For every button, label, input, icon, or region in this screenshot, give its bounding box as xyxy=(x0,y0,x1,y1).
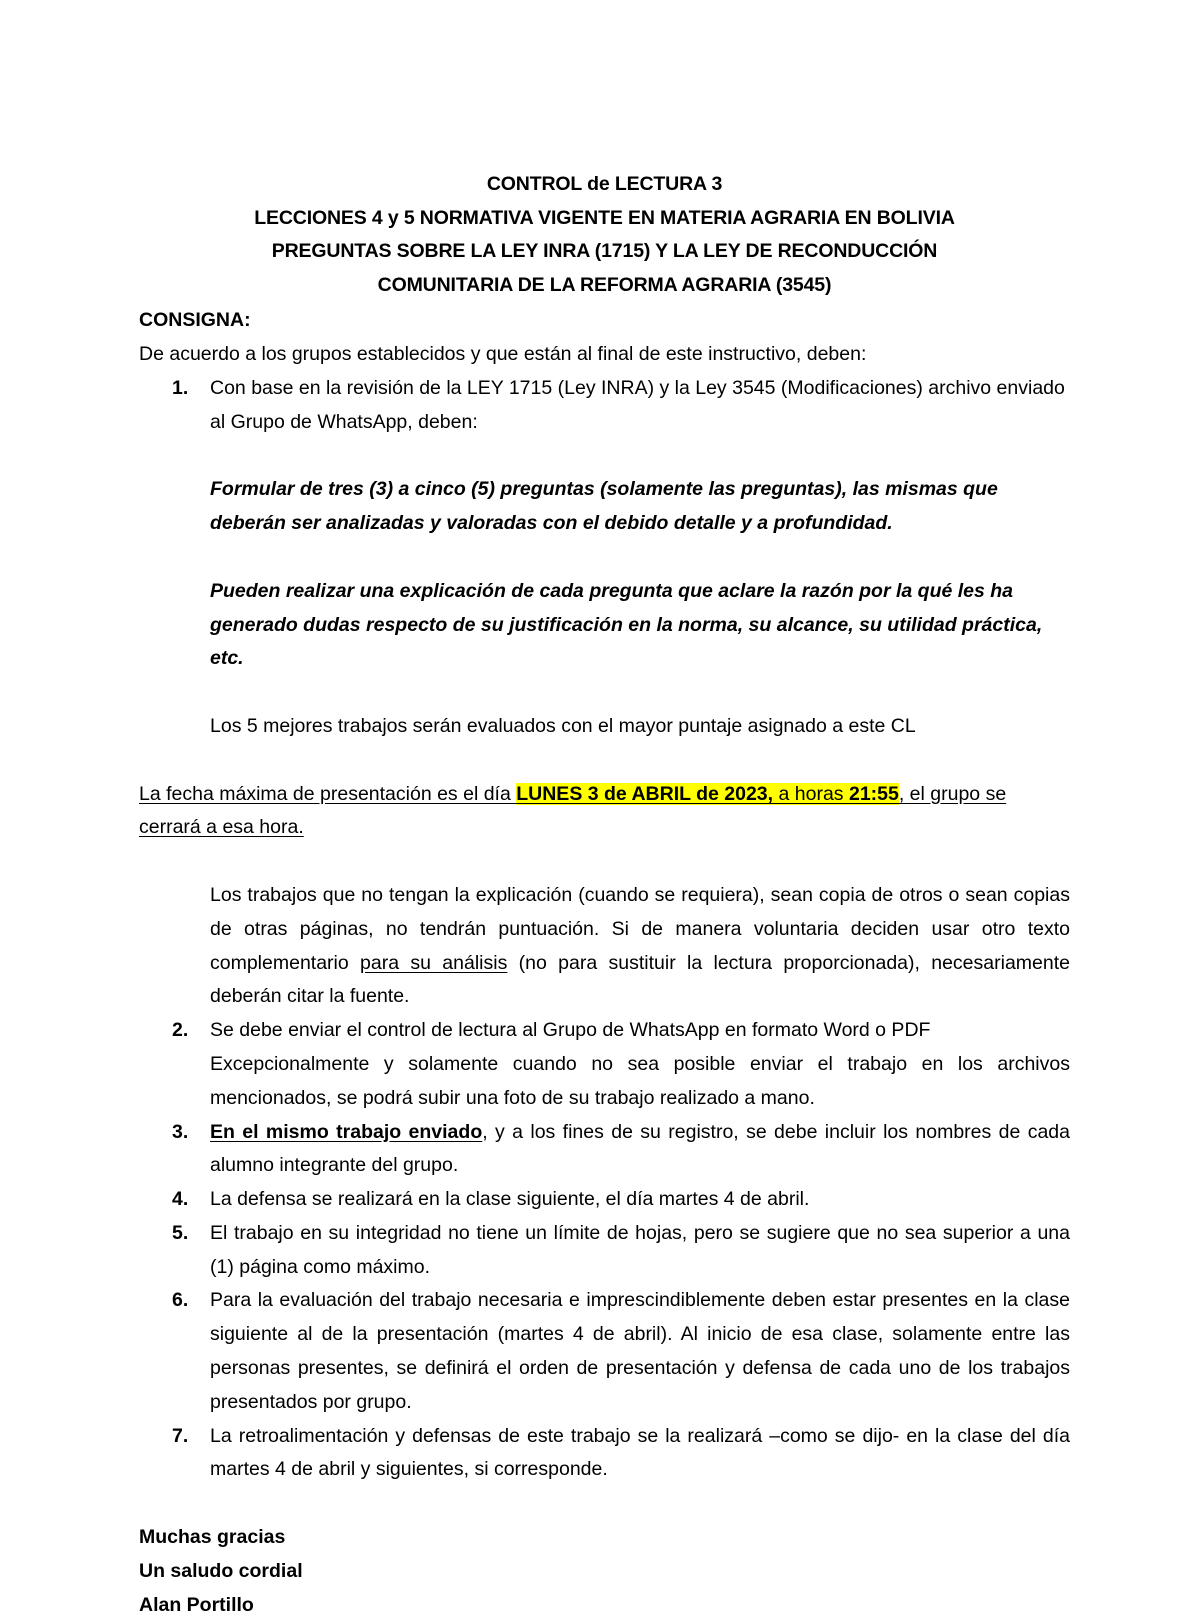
rules-part-1: Los trabajos que no tengan la explicación (cuando se requiera), sean copia de otros o sean copias de otras páginas, no tendrán puntuación. Si de manera voluntaria deciden usar otro texto complementario xyxy=(210,883,1070,974)
deadline-lead: La fecha máxima de presentación es el día xyxy=(139,782,517,805)
list-marker-3: 3. xyxy=(172,1120,189,1143)
list-item-1-text: Con base en la revisión de la LEY 1715 (Ley INRA) y la Ley 3545 (Modificaciones) archivo enviado al Grupo de WhatsApp, deben: xyxy=(210,376,1065,433)
rules-paragraph xyxy=(210,879,1070,1014)
list-marker-2: 2. xyxy=(172,1019,189,1042)
list-item-4 xyxy=(139,1183,1070,1217)
title-line-2: LECCIONES 4 y 5 NORMATIVA VIGENTE EN MATERIA AGRARIA EN BOLIVIA xyxy=(254,206,955,229)
title-line-1: CONTROL de LECTURA 3 xyxy=(486,173,723,195)
spacer xyxy=(210,440,1070,474)
list-item-2-line-1: Se debe enviar el control de lectura al Grupo de WhatsApp en formato Word o PDF xyxy=(210,1019,931,1042)
list-marker-1: 1. xyxy=(172,376,189,399)
consigna-intro: De acuerdo a los grupos establecidos y que están al final de este instructivo, deben: xyxy=(139,343,867,366)
spacer xyxy=(210,541,1070,575)
rules-paragraph-wrapper xyxy=(139,879,1070,1014)
spacer xyxy=(139,1487,1070,1521)
best-works-note: Los 5 mejores trabajos serán evaluados con el mayor puntaje asignado a este CL xyxy=(210,714,916,737)
list-item-5-text: El trabajo en su integridad no tiene un límite de hojas, pero se sugiere que no sea superior a una (1) página como máximo. xyxy=(210,1221,1070,1278)
signature-line-1: Muchas gracias xyxy=(139,1526,286,1549)
list-item-3-text xyxy=(210,1116,1070,1184)
deadline-paragraph xyxy=(139,778,1070,846)
signature-line-2: Un saludo cordial xyxy=(139,1559,303,1582)
deadline-date-highlight: LUNES 3 de ABRIL de 2023, xyxy=(516,782,774,805)
spacer xyxy=(139,744,1070,778)
document-body xyxy=(139,168,1070,1622)
deadline-hours-label: a horas xyxy=(773,782,849,805)
instructions-list xyxy=(139,372,1070,744)
signature-author: Alan Portillo xyxy=(139,1593,254,1616)
consigna-heading: CONSIGNA: xyxy=(139,309,251,332)
list-item-1 xyxy=(139,372,1070,744)
spacer xyxy=(139,845,1070,879)
list-item-3 xyxy=(139,1116,1070,1184)
deadline-time-highlight: 21:55 xyxy=(848,782,899,805)
emphasis-paragraph-1: Formular de tres (3) a cinco (5) preguntas (solamente las preguntas), las mismas que deberán ser analizadas y valoradas con el debido detalle y a profundidad. xyxy=(210,478,998,535)
rules-part-2: (no para sustituir la lectura proporcionada), necesariamente deberán citar la fuente. xyxy=(210,951,1070,1008)
list-marker-7: 7. xyxy=(172,1424,189,1447)
list-item-7 xyxy=(139,1420,1070,1488)
list-item-4-text: La defensa se realizará en la clase siguiente, el día martes 4 de abril. xyxy=(210,1188,810,1211)
title-line-4: COMUNITARIA DE LA REFORMA AGRARIA (3545) xyxy=(377,273,832,296)
title-line-3: PREGUNTAS SOBRE LA LEY INRA (1715) Y LA LEY DE RECONDUCCIÓN xyxy=(271,240,938,263)
list-marker-6: 6. xyxy=(172,1289,189,1312)
document-title xyxy=(139,168,1070,302)
list-marker-4: 4. xyxy=(172,1188,189,1211)
list-item-3-rest: , y a los fines de su registro, se debe incluir los nombres de cada alumno integrante del grupo. xyxy=(210,1120,1070,1177)
list-item-5 xyxy=(139,1217,1070,1285)
list-item-2 xyxy=(139,1014,1070,1115)
deadline-tail: , el grupo se cerrará a esa hora. xyxy=(139,782,1007,839)
list-item-7-text: La retroalimentación y defensas de este trabajo se la realizará –como se dijo- en la clase del día martes 4 de abril y siguientes, si corresponde. xyxy=(210,1424,1070,1481)
rules-underlined-phrase: para su análisis xyxy=(360,951,508,974)
list-item-3-bold-lead: En el mismo trabajo enviado xyxy=(210,1120,483,1143)
list-item-2-line-2: Excepcionalmente y solamente cuando no sea posible enviar el trabajo en los archivos mencionados, se podrá subir una foto de su trabajo realizado a mano. xyxy=(210,1052,1070,1109)
list-item-6 xyxy=(139,1284,1070,1419)
item-1-subblock xyxy=(210,440,1070,744)
list-marker-5: 5. xyxy=(172,1221,189,1244)
spacer xyxy=(210,676,1070,710)
signature-block xyxy=(139,1521,1070,1622)
emphasis-paragraph-2: Pueden realizar una explicación de cada pregunta que aclare la razón por la qué les ha generado dudas respecto de su justificación en la norma, su alcance, su utilidad práctica, etc. xyxy=(210,579,1043,670)
instructions-list-continued xyxy=(139,879,1070,1487)
list-item-6-text: Para la evaluación del trabajo necesaria e imprescindiblemente deben estar presentes en la clase siguiente al de la presentación (martes 4 de abril). Al inicio de esa clase, solamente entre las personas presentes, se definirá el orden de presentación y defensa de cada uno de los trabajos presentados por grupo. xyxy=(210,1289,1070,1413)
